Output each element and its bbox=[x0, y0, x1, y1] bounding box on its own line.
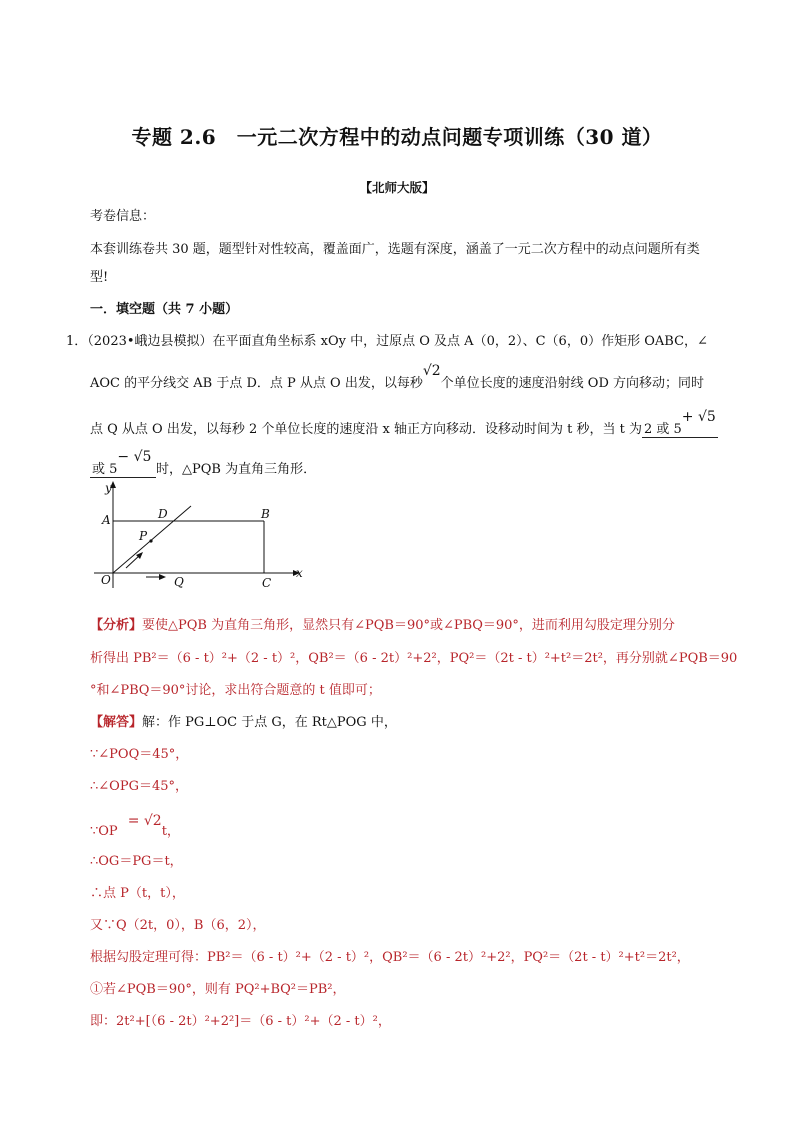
label-B: B bbox=[261, 507, 270, 521]
info-body-line2: 型! bbox=[90, 270, 109, 285]
analysis-line1: 【分析】要使△PQB 为直角三角形，显然只有∠PQB＝90°或∠PBQ＝90°，进而利用勾股定理分别分 bbox=[90, 618, 675, 633]
solution-line9: ①若∠PQB＝90°，则有 PQ²+BQ²＝PB²， bbox=[90, 982, 346, 997]
info-body-line1: 本套训练卷共 30 题，题型针对性较高，覆盖面广，选题有深度，涵盖了一元二次方程中的动点问题所有类 bbox=[90, 242, 700, 257]
label-D: D bbox=[158, 507, 168, 521]
q1-line1: 1．（2023•峨边县模拟）在平面直角坐标系 xOy 中，过原点 O 及点 A（0，2）、C（6，0）作矩形 OABC，∠ bbox=[66, 334, 708, 349]
analysis-line3: °和∠PBQ＝90°讨论，求出符合题意的 t 值即可； bbox=[90, 683, 381, 698]
q1-answer-blank-2: 或 5− √5 bbox=[90, 458, 156, 478]
q1-line4b: 时，△PQB 为直角三角形． bbox=[156, 462, 317, 477]
solution-tag: 【解答】 bbox=[90, 715, 143, 730]
page-title: 专题 2.6 一元二次方程中的动点问题专项训练（30 道） bbox=[131, 125, 663, 149]
q1-line2b: 个单位长度的速度沿射线 OD 方向移动；同时 bbox=[440, 376, 705, 391]
solution-line6: ∴点 P（t，t）， bbox=[90, 886, 185, 901]
q1-line3a: 点 Q 从点 O 出发，以每秒 2 个单位长度的速度沿 x 轴正方向移动．设移动时间为 t 秒，当 t 为 bbox=[90, 422, 642, 437]
solution-line4: ∵OP= √2t， bbox=[90, 813, 180, 839]
q1-answer-blank: 2 或 5+ √5 bbox=[643, 409, 716, 437]
coordinate-figure bbox=[88, 478, 310, 590]
solution-line7: 又∵Q（2t，0），B（6，2）， bbox=[90, 918, 266, 933]
q1-line3 bbox=[90, 409, 718, 438]
label-x: x bbox=[296, 566, 303, 580]
point-P bbox=[149, 539, 152, 542]
analysis-tag: 【分析】 bbox=[90, 618, 143, 633]
info-heading: 考卷信息： bbox=[90, 209, 156, 224]
edition-label: 【北师大版】 bbox=[359, 180, 435, 195]
solution-line2: ∵∠POQ＝45°， bbox=[90, 747, 189, 762]
label-Q: Q bbox=[174, 575, 184, 589]
q1-line2 bbox=[90, 363, 705, 391]
q1-line4 bbox=[90, 449, 317, 478]
ray-OD bbox=[113, 506, 191, 573]
solution-line3: ∴∠OPG＝45°， bbox=[90, 779, 188, 794]
section-heading: 一．填空题（共 7 小题） bbox=[90, 302, 239, 317]
label-C: C bbox=[262, 576, 272, 590]
analysis-line2: 析得出 PB²＝（6 - t）²+（2 - t）²，QB²＝（6 - 2t）²+2²，PQ²＝（2t - t）²+t²＝2t²，再分别就∠PQB＝90 bbox=[90, 651, 738, 666]
label-y: y bbox=[105, 481, 112, 495]
solution-line1: 【解答】解：作 PG⊥OC 于点 G，在 Rt△POG 中， bbox=[90, 715, 397, 730]
p-motion-arrow bbox=[126, 555, 140, 568]
solution-line10: 即：2t²+[（6 - 2t）²+2²]＝（6 - t）²+（2 - t）²， bbox=[90, 1014, 391, 1029]
label-P: P bbox=[139, 529, 148, 543]
q1-sqrt2: √2 bbox=[422, 363, 441, 379]
label-A: A bbox=[102, 513, 111, 527]
q1-line2a: AOC 的平分线交 AB 于点 D．点 P 从点 O 出发，以每秒 bbox=[90, 376, 423, 391]
label-O: O bbox=[101, 573, 111, 587]
solution-line8: 根据勾股定理可得：PB²＝（6 - t）²+（2 - t）²，QB²＝（6 - 2t）²+2²，PQ²＝（2t - t）²+t²＝2t²， bbox=[90, 950, 690, 965]
solution-line5: ∴OG＝PG＝t， bbox=[90, 854, 183, 869]
